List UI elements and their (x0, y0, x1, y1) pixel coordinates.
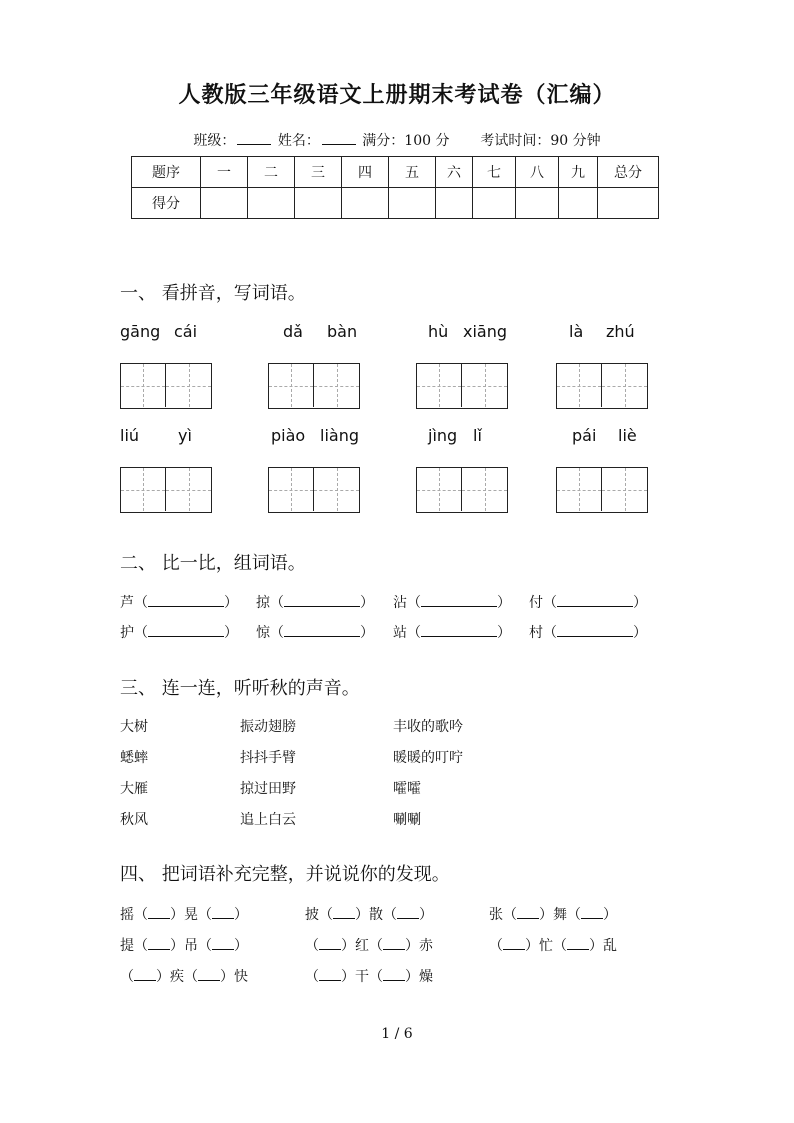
fill-item: （ ）疾（ ）快 (120, 969, 248, 985)
char: 散 (369, 907, 383, 923)
match-item[interactable]: 暖暖的叮咛 (393, 750, 463, 766)
answer-blank[interactable] (148, 624, 224, 637)
compare-item: 芦（ ） (120, 595, 238, 611)
pinyin: cái (174, 322, 198, 341)
answer-blank[interactable] (503, 937, 525, 950)
answer-blank[interactable] (383, 937, 405, 950)
score-input-cell[interactable] (473, 188, 516, 219)
writing-grid[interactable] (556, 467, 648, 513)
answer-blank[interactable] (212, 937, 234, 950)
match-item[interactable]: 大雁 (120, 781, 148, 797)
compare-item: 村（ ） (529, 625, 647, 641)
answer-blank[interactable] (134, 968, 156, 981)
table-cell: 三 (295, 157, 342, 188)
match-item[interactable]: 大树 (120, 719, 148, 735)
score-table-score-row (132, 188, 659, 219)
match-item[interactable]: 追上白云 (240, 812, 296, 828)
name-blank (322, 132, 356, 145)
fill-item: 披（ ）散（ ） (305, 907, 433, 923)
pinyin: hù (428, 322, 449, 341)
match-item[interactable]: 秋风 (120, 812, 148, 828)
match-item[interactable]: 唰唰 (393, 812, 421, 828)
table-cell: 五 (389, 157, 436, 188)
score-table (131, 156, 659, 219)
table-cell: 得分 (132, 188, 201, 219)
answer-blank[interactable] (198, 968, 220, 981)
char: 红 (355, 938, 369, 954)
compare-item: 掠（ ） (256, 595, 374, 611)
char: 芦 (120, 595, 134, 611)
table-cell: 七 (473, 157, 516, 188)
fill-item: （ ）干（ ）燥 (305, 969, 433, 985)
pinyin: gāng (120, 322, 161, 341)
answer-blank[interactable] (284, 594, 360, 607)
answer-blank[interactable] (148, 937, 170, 950)
score-input-cell[interactable] (342, 188, 389, 219)
pinyin: pái (572, 426, 597, 445)
score-input-cell[interactable] (516, 188, 559, 219)
char: 晃 (184, 907, 198, 923)
pinyin: liú (120, 426, 140, 445)
table-cell: 题序 (132, 157, 201, 188)
section-heading-3: 三、 连一连，听听秋的声音。 (120, 678, 360, 699)
compare-item: 护（ ） (120, 625, 238, 641)
compare-item: 沾（ ） (393, 595, 511, 611)
answer-blank[interactable] (581, 906, 603, 919)
char: 吊 (184, 938, 198, 954)
fill-item: 摇（ ）晃（ ） (120, 907, 248, 923)
pinyin: liè (618, 426, 637, 445)
char: 快 (234, 969, 248, 985)
section-heading-2: 二、 比一比，组词语。 (120, 553, 306, 574)
answer-blank[interactable] (319, 968, 341, 981)
page-title: 人教版三年级语文上册期末考试卷（汇编） (178, 82, 616, 108)
pinyin: xiāng (463, 322, 508, 341)
char: 赤 (419, 938, 433, 954)
section-heading-1: 一、 看拼音，写词语。 (120, 283, 306, 304)
answer-blank[interactable] (333, 906, 355, 919)
char: 惊 (256, 625, 270, 641)
table-cell: 一 (201, 157, 248, 188)
table-cell: 四 (342, 157, 389, 188)
answer-blank[interactable] (212, 906, 234, 919)
char: 村 (529, 625, 543, 641)
name-label: 姓名： (277, 133, 320, 149)
writing-grid[interactable] (416, 363, 508, 409)
writing-grid[interactable] (268, 467, 360, 513)
table-cell: 九 (559, 157, 598, 188)
match-item[interactable]: 丰收的歌吟 (393, 719, 463, 735)
fill-item: 张（ ）舞（ ） (489, 907, 617, 923)
char: 乱 (603, 938, 617, 954)
pinyin: lǐ (473, 426, 482, 445)
char: 张 (489, 907, 503, 923)
char: 提 (120, 938, 134, 954)
pinyin: piào (271, 426, 306, 445)
table-cell: 八 (516, 157, 559, 188)
answer-blank[interactable] (517, 906, 539, 919)
exam-info (0, 130, 794, 150)
writing-grid[interactable] (268, 363, 360, 409)
answer-blank[interactable] (148, 594, 224, 607)
table-cell: 六 (436, 157, 473, 188)
match-item[interactable]: 振动翅膀 (240, 719, 296, 735)
exam-time: 考试时间：90 分钟 (480, 133, 601, 149)
score-input-cell[interactable] (436, 188, 473, 219)
char: 干 (355, 969, 369, 985)
writing-grid[interactable] (556, 363, 648, 409)
char: 站 (393, 625, 407, 641)
char: 披 (305, 907, 319, 923)
full-score: 满分：100 分 (362, 133, 450, 149)
char: 摇 (120, 907, 134, 923)
writing-grid[interactable] (416, 467, 508, 513)
answer-blank[interactable] (421, 624, 497, 637)
page-number: 1 / 6 (381, 1026, 413, 1042)
answer-blank[interactable] (557, 624, 633, 637)
char: 护 (120, 625, 134, 641)
answer-blank[interactable] (284, 624, 360, 637)
char: 付 (529, 595, 543, 611)
pinyin: liàng (320, 426, 359, 445)
section-heading-4: 四、 把词语补充完整，并说说你的发现。 (120, 864, 450, 885)
answer-blank[interactable] (567, 937, 589, 950)
answer-blank[interactable] (383, 968, 405, 981)
answer-blank[interactable] (557, 594, 633, 607)
pinyin: dǎ (283, 322, 303, 341)
compare-item: 付（ ） (529, 595, 647, 611)
pinyin: jìng (428, 426, 458, 445)
fill-item: （ ）忙（ ）乱 (489, 938, 617, 954)
pinyin: yì (178, 426, 192, 445)
pinyin: là (569, 322, 584, 341)
char: 燥 (419, 969, 433, 985)
char: 沾 (393, 595, 407, 611)
score-input-cell[interactable] (559, 188, 598, 219)
answer-blank[interactable] (397, 906, 419, 919)
table-cell: 总分 (598, 157, 659, 188)
char: 掠 (256, 595, 270, 611)
class-blank (237, 132, 271, 145)
pinyin: bàn (327, 322, 358, 341)
class-label: 班级： (193, 133, 236, 149)
pinyin: zhú (606, 322, 635, 341)
char: 忙 (539, 938, 553, 954)
char: 舞 (553, 907, 567, 923)
match-item[interactable]: 掠过田野 (240, 781, 296, 797)
match-item[interactable]: 抖抖手臂 (240, 750, 296, 766)
score-input-cell[interactable] (389, 188, 436, 219)
score-input-cell[interactable] (201, 188, 248, 219)
answer-blank[interactable] (319, 937, 341, 950)
score-input-cell[interactable] (598, 188, 659, 219)
compare-item: 惊（ ） (256, 625, 374, 641)
score-input-cell[interactable] (248, 188, 295, 219)
table-cell: 二 (248, 157, 295, 188)
char: 疾 (170, 969, 184, 985)
answer-blank[interactable] (421, 594, 497, 607)
answer-blank[interactable] (148, 906, 170, 919)
score-input-cell[interactable] (295, 188, 342, 219)
fill-item: 提（ ）吊（ ） (120, 938, 248, 954)
compare-item: 站（ ） (393, 625, 511, 641)
match-item[interactable]: 嚯嚯 (393, 781, 421, 797)
fill-item: （ ）红（ ）赤 (305, 938, 433, 954)
match-item[interactable]: 蟋蟀 (120, 750, 148, 766)
writing-grid[interactable] (120, 363, 212, 409)
score-table-header-row (132, 157, 659, 188)
writing-grid[interactable] (120, 467, 212, 513)
